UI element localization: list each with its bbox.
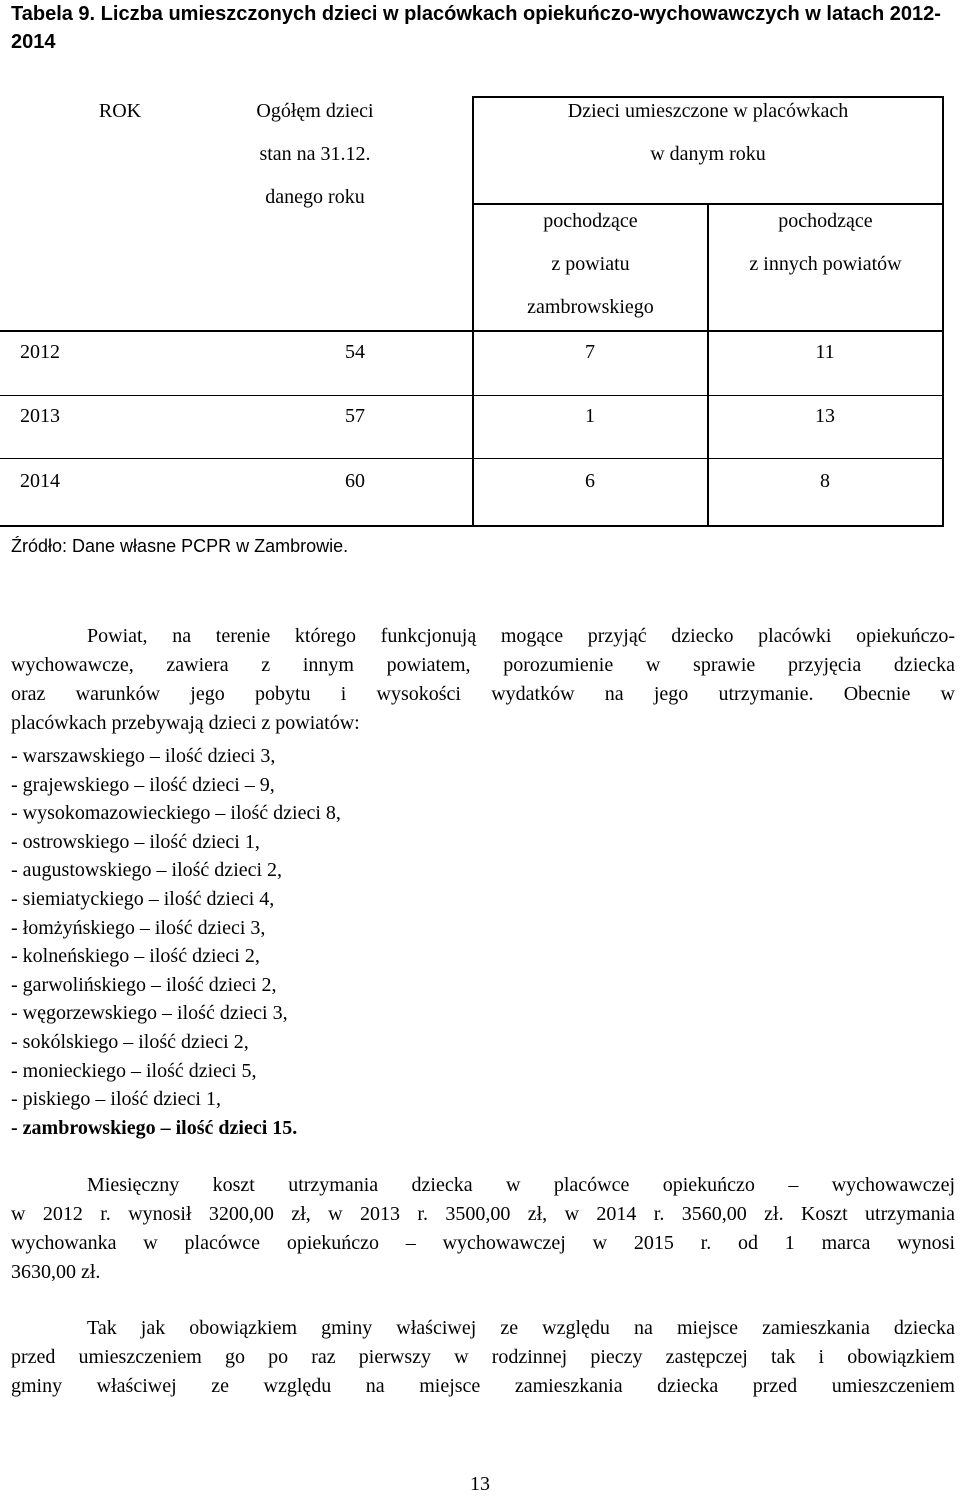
list-item: - ostrowskiego – ilość dzieci 1, — [11, 830, 260, 853]
row-2013-total: 57 — [345, 405, 365, 427]
row-2014-other: 8 — [820, 470, 830, 492]
header-other-line-2: z innych powiatów — [749, 253, 902, 275]
list-item-highlighted: - zambrowskiego – ilość dzieci 15. — [11, 1116, 298, 1139]
paragraph-monthly-cost — [11, 1171, 955, 1287]
paragraph-line: Tak jak obowiązkiem gminy właściwej ze względu na miejsce zamieszkania dziecka — [87, 1317, 955, 1339]
district-list — [11, 742, 341, 1142]
list-item: - siemiatyckiego – ilość dzieci 4, — [11, 887, 275, 910]
row-2013-year: 2013 — [20, 405, 60, 427]
page-number: 13 — [470, 1473, 490, 1495]
header-total-line-3: danego roku — [265, 186, 365, 208]
row-2013-other: 13 — [815, 405, 835, 427]
list-item: - łomżyńskiego – ilość dzieci 3, — [11, 916, 266, 939]
header-year: ROK — [98, 100, 142, 122]
list-item: - augustowskiego – ilość dzieci 2, — [11, 859, 283, 882]
header-total-line-1: Ogółęm dzieci — [256, 100, 374, 122]
paragraph-line: Powiat, na terenie którego funkcjonują mogące przyjąć dziecko placówki opiekuńczo- — [87, 625, 955, 647]
paragraph-line: 3630,00 zł. — [11, 1261, 101, 1283]
paragraph-line: wychowanka w placówce opiekuńczo – wychowawczej w 2015 r. od 1 marca wynosi — [11, 1232, 955, 1254]
list-item: - grajewskiego – ilość dzieci – 9, — [11, 773, 275, 796]
paragraph-placement-agreement — [11, 622, 955, 738]
row-2014-total: 60 — [345, 470, 365, 492]
row-2014-local: 6 — [585, 470, 595, 492]
list-item: - garwolińskiego – ilość dzieci 2, — [11, 973, 277, 996]
list-item: - warszawskiego – ilość dzieci 3, — [11, 745, 276, 767]
paragraph-line: gminy właściwej ze względu na miejsce zamieszkania dziecka przed umieszczeniem — [11, 1375, 955, 1397]
paragraph-municipality-duty — [11, 1314, 955, 1401]
table-border-right — [942, 96, 944, 527]
row-2012-year: 2012 — [20, 341, 60, 363]
paragraph-line: przed umieszczeniem go po raz pierwszy w rodzinnej pieczy zastępczej tak i obowiązkiem — [11, 1346, 955, 1368]
placements-table — [0, 0, 960, 540]
row-2012-total: 54 — [345, 341, 365, 363]
header-local-line-3: zambrowskiego — [527, 296, 654, 318]
list-item: - monieckiego – ilość dzieci 5, — [11, 1059, 257, 1082]
paragraph-line: w 2012 r. wynosił 3200,00 zł, w 2013 r. 3500,00 zł, w 2014 r. 3560,00 zł. Koszt utrzymania — [11, 1203, 955, 1225]
paragraph-line: oraz warunków jego pobytu i wysokości wydatków na jego utrzymanie. Obecnie w — [11, 683, 955, 705]
header-local-line-1: pochodzące — [543, 210, 638, 232]
paragraph-line: placówkach przebywają dzieci z powiatów: — [11, 712, 360, 734]
header-other-line-1: pochodzące — [778, 210, 873, 232]
list-item: - sokólskiego – ilość dzieci 2, — [11, 1030, 249, 1053]
header-group-line-1: Dzieci umieszczone w placówkach — [567, 100, 849, 122]
list-item: - piskiego – ilość dzieci 1, — [11, 1088, 221, 1111]
row-2012-local: 7 — [585, 341, 595, 363]
list-item: - węgorzewskiego – ilość dzieci 3, — [11, 1002, 288, 1025]
header-group-line-2: w danym roku — [650, 143, 766, 165]
row-2013-local: 1 — [585, 405, 595, 427]
header-local-line-2: z powiatu — [551, 253, 630, 275]
list-item: - wysokomazowieckiego – ilość dzieci 8, — [11, 802, 341, 825]
row-2012-other: 11 — [815, 341, 835, 363]
table-source: Źródło: Dane własne PCPR w Zambrowie. — [11, 536, 349, 556]
paragraph-line: wychowawcze, zawiera z innym powiatem, porozumienie w sprawie przyjęcia dziecka — [11, 654, 955, 676]
table-caption: Tabela 9. Liczba umieszczonych dzieci w placówkach opiekuńczo-wychowawczych w latach 2012-2014 — [11, 3, 941, 53]
row-2014-year: 2014 — [20, 470, 60, 492]
header-total-line-2: stan na 31.12. — [259, 143, 371, 165]
list-item: - kolneńskiego – ilość dzieci 2, — [11, 945, 260, 968]
paragraph-line: Miesięczny koszt utrzymania dziecka w placówce opiekuńczo – wychowawczej — [87, 1174, 955, 1196]
